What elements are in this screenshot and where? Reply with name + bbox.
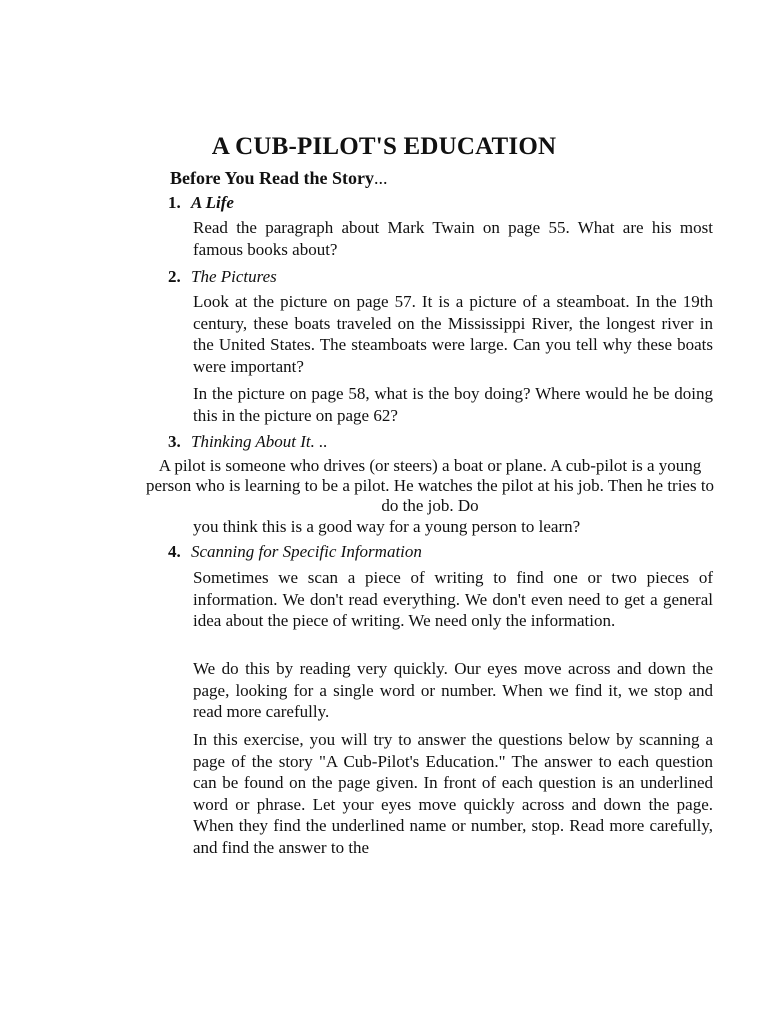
paragraph-thinking-centered: A pilot is someone who drives (or steers) a boat or plane. A cub-pilot is a young person who is learning to be a pilot. He watches the pilot at his job. Then he tries to do the job. Do — [145, 456, 715, 515]
section-number: 3. — [168, 432, 181, 451]
paragraph-scanning-3: In this exercise, you will try to answer the questions below by scanning a page of the story "A Cub-Pilot's Education." The answer to each question can be found on the page given. In front of each question is an underlined word or phrase. Let your eyes move quickly across and down the page. When they find the underlined name or number, stop. Read more carefully, and find the answer to the — [193, 730, 713, 857]
paragraph-scanning-1: Sometimes we scan a piece of writing to find one or two pieces of information. We don't read everything. We don't even need to get a general idea about the piece of writing. We need only the information. — [193, 568, 713, 630]
section-title: A Life — [191, 193, 234, 212]
paragraph-scanning-2: We do this by reading very quickly. Our eyes move across and down the page, looking for a single word or number. When we find it, we stop and read more carefully. — [193, 659, 713, 721]
paragraph-pictures-1: Look at the picture on page 57. It is a picture of a steamboat. In the 19th century, these boats traveled on the Mississippi River, the longest river in the United States. The steamboats were large. Can you tell why these boats were important? — [193, 292, 713, 376]
subheading-bold: Before You Read the Story — [170, 168, 374, 188]
section-title: Thinking About It. .. — [191, 432, 328, 451]
section-number: 2. — [168, 267, 181, 286]
section-title: Scanning for Specific Information — [191, 542, 422, 561]
page-title: A CUB-PILOT'S EDUCATION — [211, 133, 557, 160]
paragraph-a-life: Read the paragraph about Mark Twain on page 55. What are his most famous books about? — [193, 218, 713, 259]
subheading-ellipsis: ... — [373, 168, 388, 188]
section-heading-3 — [168, 431, 328, 453]
section-number: 1. — [168, 193, 181, 212]
section-title: The Pictures — [191, 267, 277, 286]
section-heading-1 — [168, 192, 234, 214]
paragraph-pictures-2: In the picture on page 58, what is the boy doing? Where would he be doing this in the picture on page 62? — [193, 384, 713, 425]
paragraph-thinking-tail: you think this is a good way for a young person to learn? — [193, 517, 581, 536]
section-heading-4 — [168, 541, 422, 563]
section-heading-2 — [168, 266, 277, 288]
section-subheading — [170, 166, 387, 190]
section-number: 4. — [168, 542, 181, 561]
